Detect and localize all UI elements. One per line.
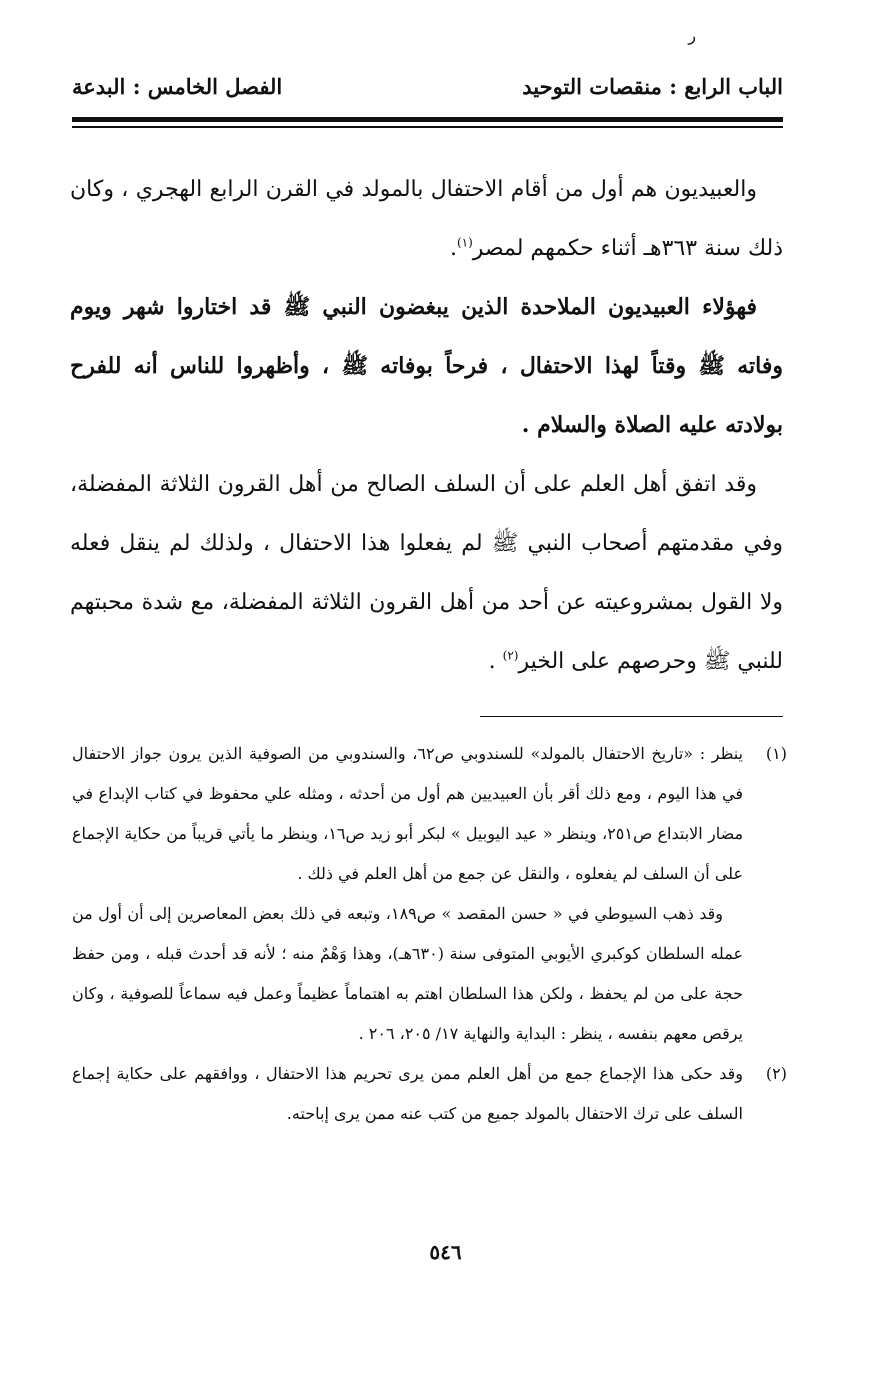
footnote-number: (٢) — [765, 1064, 787, 1083]
footnote-body — [72, 734, 743, 1054]
paragraph-1 — [70, 160, 783, 278]
footnote-paragraph: وقد ذهب السيوطي في « حسن المقصد » ص١٨٩، وتبعه في ذلك بعض المعاصرين إلى أن أول من عمله السلطان كوكبري الأيوبي المتوفى سنة (٦٣٠هـ)، وهذا وَهْمٌ منه ؛ لأنه قد أحدث قبله ، ومن حفظ حجة على من لم يحفظ ، ولكن هذا السلطان اهتم به اهتماماً عظيماً وعمل فيه سماعاً للصوفية ، وكان يرقص معهم بنفسه ، ينظر : البداية والنهاية ١٧/ ٢٠٥، ٢٠٦ . — [72, 904, 743, 1043]
paragraph-tail: . — [449, 236, 457, 261]
footnote-ref[interactable]: (٢) — [502, 648, 519, 663]
footnote-2 — [72, 1054, 787, 1134]
footnote-paragraph: وقد حكى هذا الإجماع جمع من أهل العلم ممن يرى تحريم هذا الاحتفال ، ووافقهم على حكاية إجماع السلف على ترك الاحتفال بالمولد جميع من كتب عنه ممن يرى إباحته. — [72, 1064, 743, 1123]
corner-mark: ر — [688, 26, 696, 45]
footnote-ref[interactable]: (١) — [456, 235, 473, 250]
footnotes — [72, 734, 787, 1134]
running-header — [72, 74, 783, 99]
footnote-1 — [72, 734, 787, 1054]
header-rule-thin — [72, 126, 783, 128]
footnote-paragraph: ينظر : «تاريخ الاحتفال بالمولد» للسندوبي ص٦٢، والسندوبي من الصوفية الذين يرون جواز الاحتفال في هذا اليوم ، ومع ذلك أقر بأن العبيديين هم أول من أحدثه ، ومثله علي محفوظ في كتاب الإبداع في مضار الابتداع ص٢٥١، وينظر « عيد اليوبيل » لبكر أبو زيد ص١٦، وينظر ما يأتي قريباً من حكاية الإجماع على أن السلف لم يفعلوه ، والنقل عن جمع من أهل العلم في ذلك . — [72, 744, 744, 883]
header-rule-thick — [72, 117, 783, 122]
footnote-body — [72, 1054, 743, 1134]
paragraph-3 — [70, 455, 783, 691]
header-section-title: الفصل الخامس : البدعة — [72, 74, 283, 99]
page-number: ٥٤٦ — [429, 1240, 462, 1264]
paragraph-tail: . — [488, 649, 503, 674]
footnote-number: (١) — [765, 744, 787, 763]
paragraph-text: فهؤلاء العبيديون الملاحدة الذين يبغضون النبي ﷺ قد اختاروا شهر ويوم وفاته ﷺ وقتاً لهذا الاحتفال ، فرحاً بوفاته ﷺ ، وأظهروا للناس أنه للفرح بولادته عليه الصلاة والسلام . — [70, 294, 783, 438]
header-chapter-title: الباب الرابع : منقصات التوحيد — [522, 74, 783, 99]
main-text — [70, 160, 783, 691]
paragraph-text: وقد اتفق أهل العلم على أن السلف الصالح من أهل القرون الثلاثة المفضلة، وفي مقدمتهم أصحاب النبي ﷺ لم يفعلوا هذا الاحتفال ، ولذلك لم ينقل فعله ولا القول بمشروعيته عن أحد من أهل القرون الثلاثة المفضلة، مع شدة محبتهم للنبي ﷺ وحرصهم على الخير — [70, 472, 783, 674]
footnote-separator — [480, 716, 783, 717]
paragraph-text: والعبيديون هم أول من أقام الاحتفال بالمولد في القرن الرابع الهجري ، وكان ذلك سنة ٣٦٣هـ أثناء حكمهم لمصر — [70, 177, 783, 261]
paragraph-2 — [70, 278, 783, 455]
